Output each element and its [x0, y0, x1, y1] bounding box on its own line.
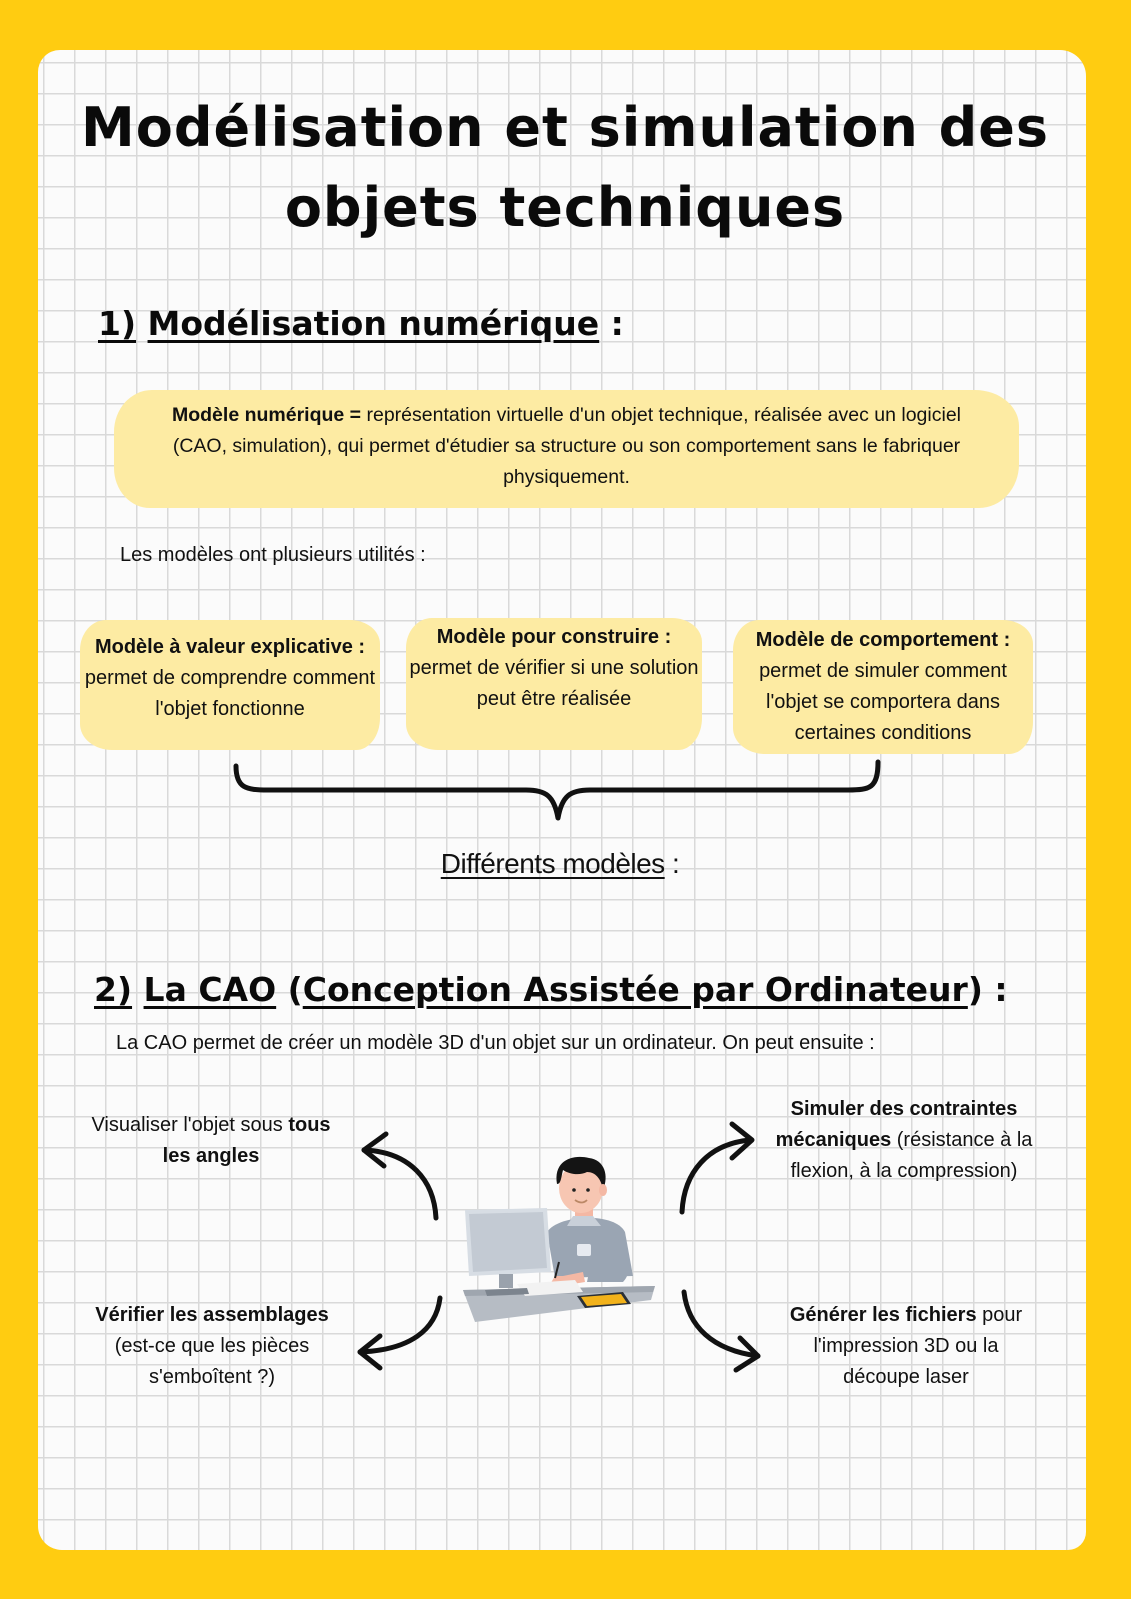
section-2-number: 2) — [94, 970, 133, 1009]
definition-text: représentation virtuelle d'un objet technique, réalisée avec un logiciel (CAO, simulation), qui permet d'étudier sa structure ou son comportement sans le fabriquer physiquement. — [172, 404, 961, 488]
different-models-text: Différents modèles — [440, 848, 665, 879]
different-models-label: Différents modèles : — [440, 848, 680, 879]
section-2-title-full: Conception Assistée par Ordinateur — [302, 970, 968, 1009]
section-1-number: 1) — [98, 304, 137, 343]
model-card-title: Modèle de comportement : — [755, 629, 1011, 651]
title-line-1: Modélisation et simulation des — [80, 96, 1049, 159]
arrow-top-right-icon — [682, 1124, 752, 1212]
section-1-colon: : — [599, 304, 624, 343]
item-verifier: Vérifier les assemblages (est-ce que les pièces s'emboîtent ?) — [95, 1304, 329, 1388]
section-2-heading: 2) La CAO (Conception Assistée par Ordinateur) : — [94, 970, 1008, 1009]
model-card-title: Modèle à valeur explicative : — [94, 636, 366, 658]
arrow-top-left-icon — [364, 1134, 436, 1218]
arrow-bottom-right-icon — [684, 1292, 758, 1370]
section-2-title-cao: La CAO — [143, 970, 277, 1009]
cao-intro: La CAO permet de créer un modèle 3D d'un objet sur un ordinateur. On peut ensuite : — [116, 1032, 875, 1054]
model-card-text: permet de comprendre comment l'objet fonctionne — [84, 667, 376, 720]
uses-intro: Les modèles ont plusieurs utilités : — [120, 544, 426, 566]
arrow-bottom-left-icon — [360, 1298, 440, 1368]
model-card-text: permet de simuler comment l'objet se comportera dans certaines conditions — [759, 660, 1007, 744]
section-1-title: Modélisation numérique — [147, 304, 600, 343]
item-simuler: Simuler des contraintes mécaniques (résistance à la flexion, à la compression) — [775, 1098, 1033, 1182]
title-line-2: objets techniques — [284, 176, 846, 239]
model-card-text: permet de vérifier si une solution peut être réalisée — [409, 657, 699, 710]
definition-term: Modèle numérique = — [171, 404, 362, 426]
item-generer: Générer les fichiers pour l'impression 3D ou la découpe laser — [789, 1304, 1023, 1388]
item-visualiser: Visualiser l'objet sous tous les angles — [91, 1114, 331, 1167]
person-at-computer-illustration — [455, 1150, 660, 1330]
model-card-title: Modèle pour construire : — [436, 626, 672, 648]
